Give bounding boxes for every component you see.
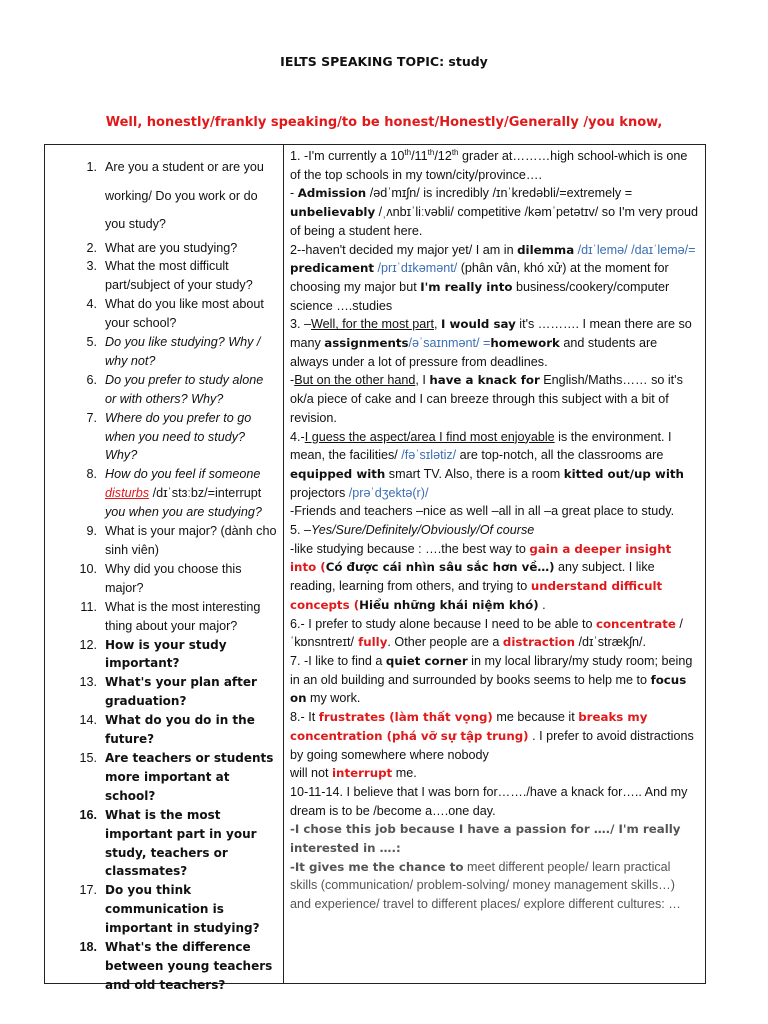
answer-10: 10-11-14. I believe that I was born for……./have a knack for….. And my dream is to be /become a….one day. (290, 784, 688, 818)
question-5: 5. Do you like studying? Why / why not? (86, 335, 261, 368)
question-8: 8. How do you feel if someone disturbs /dɪˈstɜːbz/=interrupt you when you are studying? (86, 467, 262, 520)
intro-phrases: Well, honestly/frankly speaking/to be honest/Honestly/Generally /you know, (105, 115, 663, 130)
question-15: 15. Are teachers or students more important at school? (79, 750, 274, 803)
answer-1b: - Admission /ədˈmɪʃn/ is incredibly /ɪnˈkredəbli/=extremely = unbelievably /ˌʌnbɪˈliːvəbli/ competitive /kəmˈpetətɪv/ so I'm very proud of being a student here. (290, 186, 698, 238)
question-13: 13. What's your plan after graduation? (79, 675, 257, 709)
answer-4b: -Friends and teachers –nice as well –all in all –a great place to study. (290, 504, 675, 519)
question-3: 3. What the most difficult part/subject of your study? (86, 259, 253, 293)
question-9: 9. What is your major? (dành cho sinh viên) (86, 524, 277, 557)
answer-3b: -But on the other hand, I have a knack for English/Maths…… so it's ok/a piece of cake and I can breeze through this subject with a bit of revision. (290, 373, 683, 425)
answer-10c: -It gives me the chance to meet different people/ learn practical skills (communication/ problem-solving/ money management skills…) and experience/ travel to different places/ explore different cultures: … (290, 859, 681, 912)
page-title: IELTS SPEAKING TOPIC: study (280, 54, 488, 69)
question-4: 4. What do you like most about your school? (86, 297, 264, 331)
question-2: 2. What are you studying? (86, 240, 238, 255)
question-7: 7. Where do you prefer to go when you need to study? Why? (86, 410, 252, 463)
question-12: 12. How is your study important? (79, 637, 227, 671)
answer-10b: -I chose this job because I have a passion for …./ I'm really interested in ….: (290, 822, 681, 856)
question-16: 16. What is the most important part in your study, teachers or classmates? (79, 807, 257, 879)
answer-5b: -like studying because : ….the best way to gain a deeper insight into (Có được cái nhìn sâu sắc hơn về…) any subject. I like reading, learning from others, and trying to understand difficult concepts (Hiểu những khái niệm khó) . (290, 541, 672, 612)
answer-2: 2--haven't decided my major yet/ I am in dilemma /dɪˈlemə/ /daɪˈlemə/= predicament /prɪˈdɪkəmənt/ (phân vân, khó xử) at the moment for choosing my major but I'm really into business/cookery/computer science ….studies (290, 242, 696, 313)
question-17: 17. Do you think communication is important in studying? (79, 883, 260, 936)
question-10: 10. Why did you choose this major? (79, 561, 242, 595)
question-11: 11. What is the most interesting thing about your major? (80, 599, 261, 633)
answer-8: 8.- It frustrates (làm thất vọng) me because it breaks my concentration (phá vỡ sự tập trung) . I prefer to avoid distractions by going somewhere where nobody (290, 710, 694, 762)
qa-table (44, 144, 706, 992)
answer-5: 5. –Yes/Sure/Definitely/Obviously/Of course (290, 523, 535, 538)
question-14: 14. What do you do in the future? (79, 713, 255, 747)
answer-4: 4.-I guess the aspect/area I find most enjoyable is the environment. I mean, the facilities/ /fəˈsɪlətiz/ are top-notch, all the classrooms are equipped with smart TV. Also, there is a room kitted out/up with projectors /prəˈdʒektə(r)/ (290, 429, 684, 500)
answer-3: 3. –Well, for the most part, I would say it's ………. I mean there are so many assignments/əˈsaɪnmənt/ =homework and students are always under a lot of pressure from deadlines. (290, 317, 692, 369)
questions-column (45, 145, 284, 992)
answer-1: 1. -I'm currently a 10th/11th/12th grader at………high school-which is one of the top schools in my town/city/province…. (290, 147, 688, 182)
answer-8b: will not interrupt me. (290, 766, 417, 781)
question-1: 1. Are you a student or are you working/ Do you work or do you study? (86, 160, 264, 231)
question-18: 18. What's the difference between young teachers and old teachers? (79, 940, 273, 992)
answer-6: 6.- I prefer to study alone because I need to be able to concentrate /ˈkɒnsntreɪt/ fully. Other people are a distraction /dɪˈstrækʃn/. (290, 616, 683, 650)
answer-7: 7. -I like to find a quiet corner in my local library/my study room; being in an old building and surrounded by books seems to help me to focus on my work. (290, 653, 693, 706)
question-6: 6. Do you prefer to study alone or with others? Why? (86, 372, 264, 406)
answers-column (284, 145, 705, 983)
